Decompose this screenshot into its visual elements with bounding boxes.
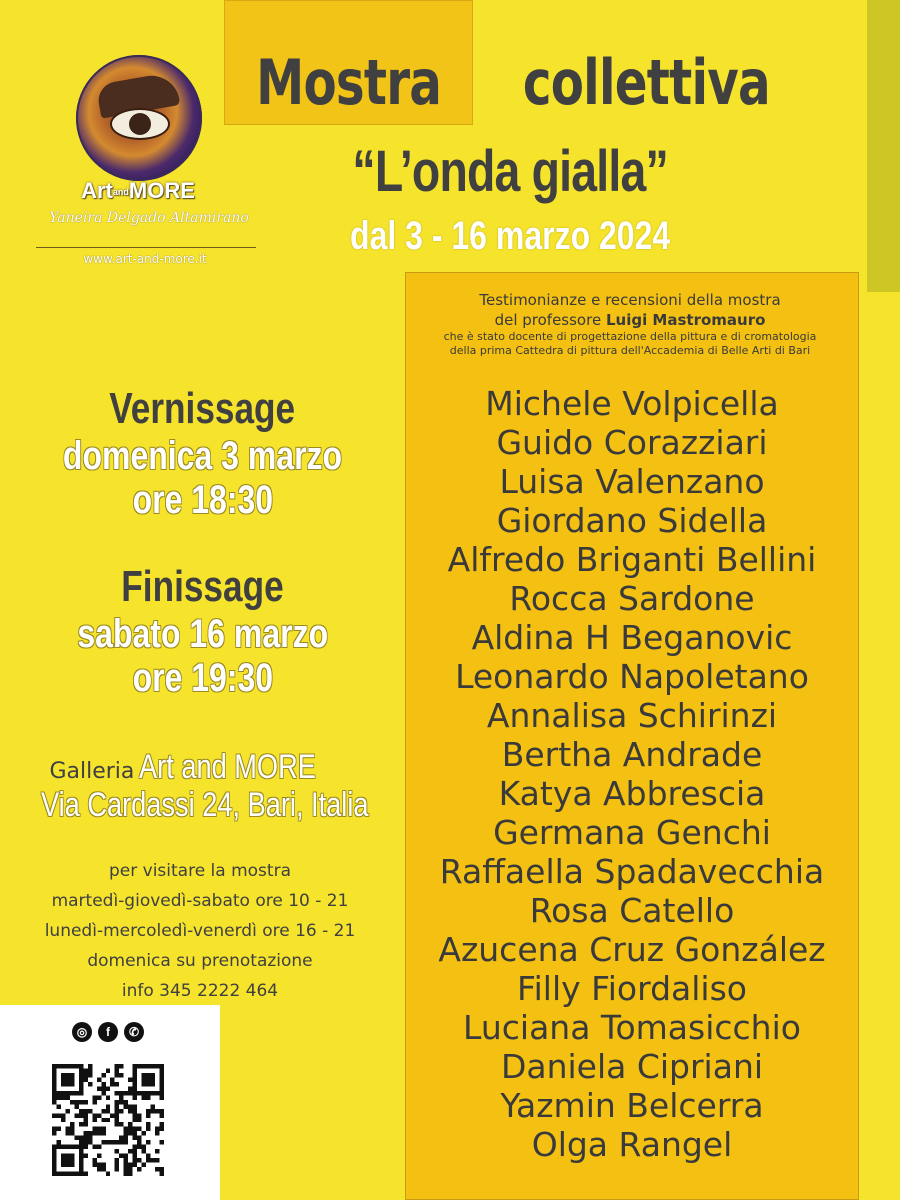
artist-name: Katya Abbrescia: [498, 774, 766, 813]
logo-name-and: and: [112, 187, 129, 198]
artist-name: Annalisa Schirinzi: [486, 696, 778, 735]
reviews-line-3: che è stato docente di progettazione della pittura e di cromatologia: [443, 330, 817, 343]
hours-line: domenica su prenotazione: [87, 951, 313, 971]
gallery-address: [0, 786, 410, 825]
decorative-bar: [867, 0, 900, 292]
finissage-title: [0, 562, 405, 612]
vernissage-title: [0, 384, 405, 434]
professor-name: Luigi Mastromauro: [605, 311, 766, 329]
artist-name: Luisa Valenzano: [499, 462, 765, 501]
exhibition-dates-text: dal 3 - 16 marzo 2024: [349, 214, 671, 258]
exhibition-name: [270, 138, 750, 205]
logo-name-art: Art: [81, 178, 113, 203]
artist-name: Aldina H Beganovic: [471, 618, 793, 657]
artist-list: [405, 384, 859, 1164]
finissage-date: [0, 612, 405, 657]
artist-name: Guido Corazziari: [496, 423, 768, 462]
gallery-address-text: Via Cardassi 24, Bari, Italia: [41, 786, 369, 824]
artist-name: Yazmin Belcerra: [500, 1086, 764, 1125]
gallery-name: Art and MORE: [139, 748, 317, 786]
exhibition-dates: [280, 214, 740, 259]
reviews-note: [420, 290, 840, 358]
gallery-label: Galleria: [49, 759, 135, 784]
reviews-line-1: Testimonianze e recensioni della mostra: [479, 291, 781, 309]
title-part-1: Mostra: [256, 46, 442, 119]
artist-name: Rocca Sardone: [509, 579, 755, 618]
exhibition-name-text: “L’onda gialla”: [352, 139, 668, 204]
logo-divider: [36, 247, 256, 248]
reviews-line-4: della prima Cattedra di pittura dell'Accademia di Belle Arti di Bari: [449, 344, 811, 357]
artist-name: Giordano Sidella: [496, 501, 768, 540]
hours-line: martedì-giovedì-sabato ore 10 - 21: [51, 891, 349, 911]
facebook-icon[interactable]: f: [98, 1022, 118, 1042]
vernissage-time: [0, 478, 405, 523]
logo-name-more: MORE: [128, 178, 195, 203]
logo-name: [58, 178, 218, 204]
gallery-line: [0, 748, 410, 787]
artist-name: Alfredo Briganti Bellini: [447, 540, 817, 579]
website-link[interactable]: www.art-and-more.it: [83, 252, 207, 266]
eye-icon: [110, 108, 170, 140]
artist-name: Leonardo Napoletano: [455, 657, 809, 696]
vernissage-date-text: domenica 3 marzo: [62, 434, 343, 478]
artist-name: Daniela Cipriani: [500, 1047, 764, 1086]
artist-name: Azucena Cruz González: [438, 930, 826, 969]
vernissage-time-text: ore 18:30: [132, 478, 273, 522]
artist-name: Germana Genchi: [493, 813, 771, 852]
title-part-2: collettiva: [522, 46, 770, 119]
poster-title: [230, 46, 790, 119]
artist-name: Luciana Tomasicchio: [463, 1008, 801, 1047]
vernissage-title-text: Vernissage: [109, 384, 296, 433]
whatsapp-icon[interactable]: ✆: [124, 1022, 144, 1042]
artist-name: Michele Volpicella: [485, 384, 779, 423]
finissage-time: [0, 656, 405, 701]
contact-phone: info 345 2222 464: [121, 981, 279, 1001]
artist-name: Bertha Andrade: [501, 735, 763, 774]
vernissage-date: [0, 434, 405, 479]
logo-signature: Yaneira Delgado Altamirano: [49, 210, 249, 226]
hours-line: lunedì-mercoledì-venerdì ore 16 - 21: [44, 921, 356, 941]
artist-name: Rosa Catello: [529, 891, 735, 930]
finissage-date-text: sabato 16 marzo: [77, 612, 328, 656]
artist-name: Raffaella Spadavecchia: [439, 852, 825, 891]
qr-code[interactable]: [52, 1064, 164, 1176]
finissage-time-text: ore 19:30: [132, 656, 273, 700]
instagram-icon[interactable]: ◎: [72, 1022, 92, 1042]
hours-line: per visitare la mostra: [108, 861, 291, 881]
finissage-title-text: Finissage: [121, 562, 284, 611]
reviews-line-2: [420, 310, 840, 330]
artist-name: Olga Rangel: [531, 1125, 733, 1164]
reviews-prefix: del professore: [494, 311, 602, 329]
visiting-hours: [0, 856, 400, 1006]
artist-name: Filly Fiordaliso: [517, 969, 747, 1008]
